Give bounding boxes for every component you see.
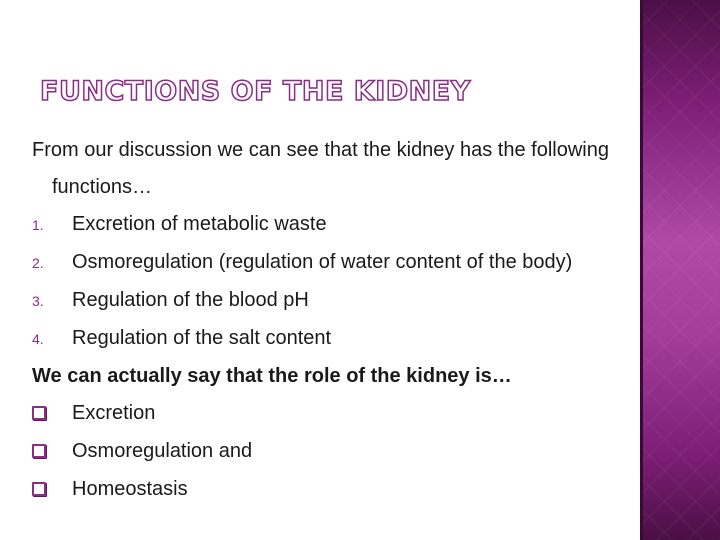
bullet-list: [32, 395, 692, 509]
list-item: [32, 471, 692, 509]
list-item-text: Homeostasis: [72, 478, 188, 500]
list-item-text: Osmoregulation (regulation of water content of the body): [72, 251, 573, 273]
summary-text: We can actually say that the role of the kidney is…: [32, 365, 512, 387]
list-item: [32, 282, 692, 320]
intro-text: From our discussion we can see that the kidney has the following functions…: [32, 139, 609, 198]
list-item-text: Regulation of the blood pH: [72, 289, 309, 311]
slide-title: FUNCTIONS OF THE KIDNEY: [40, 76, 471, 107]
list-item-text: Regulation of the salt content: [72, 327, 332, 349]
numbered-list: [32, 206, 692, 358]
list-item: [32, 433, 692, 471]
list-item-text: Osmoregulation and: [72, 440, 253, 462]
list-number: 2.: [32, 255, 44, 271]
list-number: 3.: [32, 293, 44, 309]
list-item: [32, 320, 692, 358]
list-item: [32, 395, 692, 433]
checkbox-square-icon: [32, 406, 46, 420]
list-item-text: Excretion: [72, 402, 156, 424]
checkbox-square-icon: [32, 482, 46, 496]
checkbox-square-icon: [32, 444, 46, 458]
list-number: 4.: [32, 331, 44, 347]
list-item-text: Excretion of metabolic waste: [72, 213, 327, 235]
slide-content: [32, 132, 692, 509]
list-number: 1.: [32, 217, 44, 233]
list-item: [32, 244, 692, 282]
list-item: [32, 206, 692, 244]
